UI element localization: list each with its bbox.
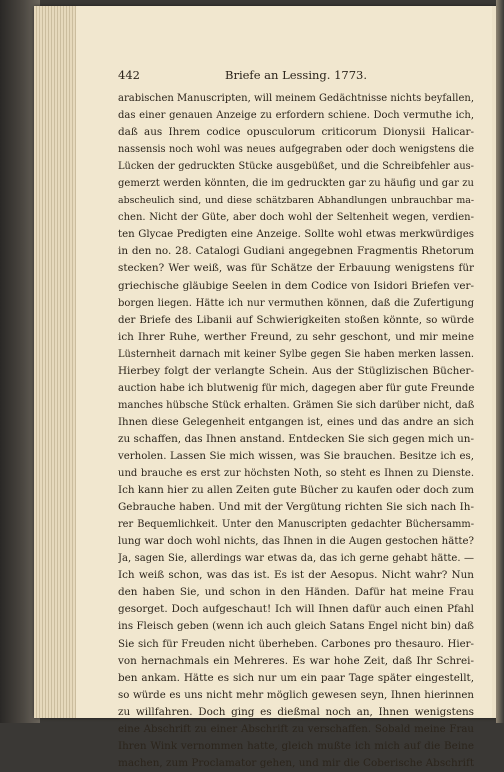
text-line: ich Ihrer Ruhe, werther Freund, zu sehr geschont, und mir meine [118, 330, 474, 343]
page-body-text [118, 90, 474, 772]
text-line: zu schaffen, das Ihnen anstand. Entdecken Sie sich gegen mich un- [118, 432, 474, 445]
text-line: Lüsternheit darnach mit keiner Sylbe gegen Sie haben merken lassen. [118, 348, 474, 360]
text-line: das einer genauen Anzeige zu erfordern schiene. Doch vermuthe ich, [118, 110, 474, 122]
text-line: griechische gläubige Seelen in dem Codice von Isidori Briefen ver- [118, 279, 474, 292]
right-edge-shadow [496, 0, 504, 723]
text-line: Sie sich für Freuden nicht überheben. Carbones pro thesauro. Hier- [118, 638, 474, 650]
text-line: der Briefe des Libanii auf Schwierigkeiten stoßen könnte, so würde [118, 314, 474, 326]
text-line: Lücken der gedruckten Stücke ausgebüßet, und die Schreibfehler aus- [118, 161, 474, 173]
text-line: rer Bequemlichkeit. Unter den Manuscripten gedachter Büchersamm- [118, 519, 474, 531]
text-line: ben ankam. Hätte es sich nur um ein paar Tage später eingestellt, [118, 671, 474, 684]
text-line: von hernachmals ein Mehreres. Es war hohe Zeit, daß Ihr Schrei- [118, 654, 474, 667]
text-line: daß aus Ihrem codice opusculorum criticorum Dionysii Halicar- [118, 126, 474, 139]
text-line: lung war doch wohl nichts, das Ihnen in die Augen gestochen hätte? [118, 536, 474, 548]
text-line: manches hübsche Stück erhalten. Grämen Sie sich darüber nicht, daß [118, 399, 474, 411]
text-line: zu willfahren. Doch ging es dießmal noch an, Ihnen wenigstens [118, 705, 474, 718]
text-line: so würde es uns nicht mehr möglich gewesen seyn, Ihnen hierinnen [118, 689, 474, 701]
text-line: Gebrauche haben. Und mit der Vergütung richten Sie sich nach Ih- [118, 501, 474, 514]
page-header [118, 68, 474, 86]
text-line: machen, zum Proclamator gehen, und mir die Coberische Abschrift [118, 756, 474, 769]
text-line: nassensis noch wohl was neues aufgegraben oder doch wenigstens die [118, 144, 474, 156]
text-line: Ihnen diese Gelegenheit entgangen ist, eines und das andre an sich [118, 416, 474, 428]
text-line: Ja, sagen Sie, allerdings war etwas da, das ich gerne gehabt hätte. — [118, 553, 474, 565]
text-line: eine Abschrift zu einer Abschrift zu verschaffen. Sobald meine Frau [118, 723, 474, 735]
text-line: verholen. Lassen Sie mich wissen, was Sie brauchen. Besitze ich es, [118, 450, 474, 462]
text-line: gemerzt werden könnten, die im gedruckten gar zu häufig und gar zu [118, 178, 474, 190]
text-line: ins Fleisch geben (wenn ich auch gleich Satans Engel nicht bin) daß [118, 621, 474, 633]
text-line: Ich kann hier zu allen Zeiten gute Bücher zu kaufen oder doch zum [118, 484, 474, 497]
book-page [76, 6, 492, 769]
page-edges [34, 6, 77, 718]
page-number: 442 [118, 68, 140, 82]
text-line: Ich weiß schon, was das ist. Es ist der Aesopus. Nicht wahr? Nun [118, 569, 474, 582]
text-line: auction habe ich blutwenig für mich, dagegen aber für gute Freunde [118, 382, 474, 394]
text-line: abscheulich sind, und diese schätzbaren Abhandlungen unbrauchbar ma- [118, 195, 474, 207]
text-line: gesorget. Doch aufgeschaut! Ich will Ihnen dafür auch einen Pfahl [118, 603, 474, 616]
text-line: Hierbey folgt der verlangte Schein. Aus der Stüglizischen Bücher- [118, 364, 474, 377]
text-line: stecken? Wer weiß, was für Schätze der Erbauung wenigstens für [118, 262, 474, 275]
text-line: und brauche es erst zur höchsten Noth, so steht es Ihnen zu Dienste. [118, 468, 474, 480]
text-line: in den no. 28. Catalogi Gudiani angegebnen Fragmentis Rhetorum [118, 245, 474, 258]
text-line: den haben Sie, und schon in den Händen. Dafür hat meine Frau [118, 586, 474, 599]
text-line: chen. Nicht der Güte, aber doch wohl der Seltenheit wegen, verdien- [118, 212, 474, 224]
text-line: ten Glycae Predigten eine Anzeige. Sollte wohl etwas merkwürdiges [118, 229, 474, 241]
text-line: arabischen Manuscripten, will meinem Gedächtnisse nichts beyfallen, [118, 93, 474, 104]
text-line: borgen liegen. Hätte ich nur vermuthen können, daß die Zufertigung [118, 297, 474, 309]
running-title: Briefe an Lessing. 1773. [225, 68, 367, 82]
text-line: Ihren Wink vernommen hatte, gleich mußte ich mich auf die Beine [118, 739, 474, 752]
